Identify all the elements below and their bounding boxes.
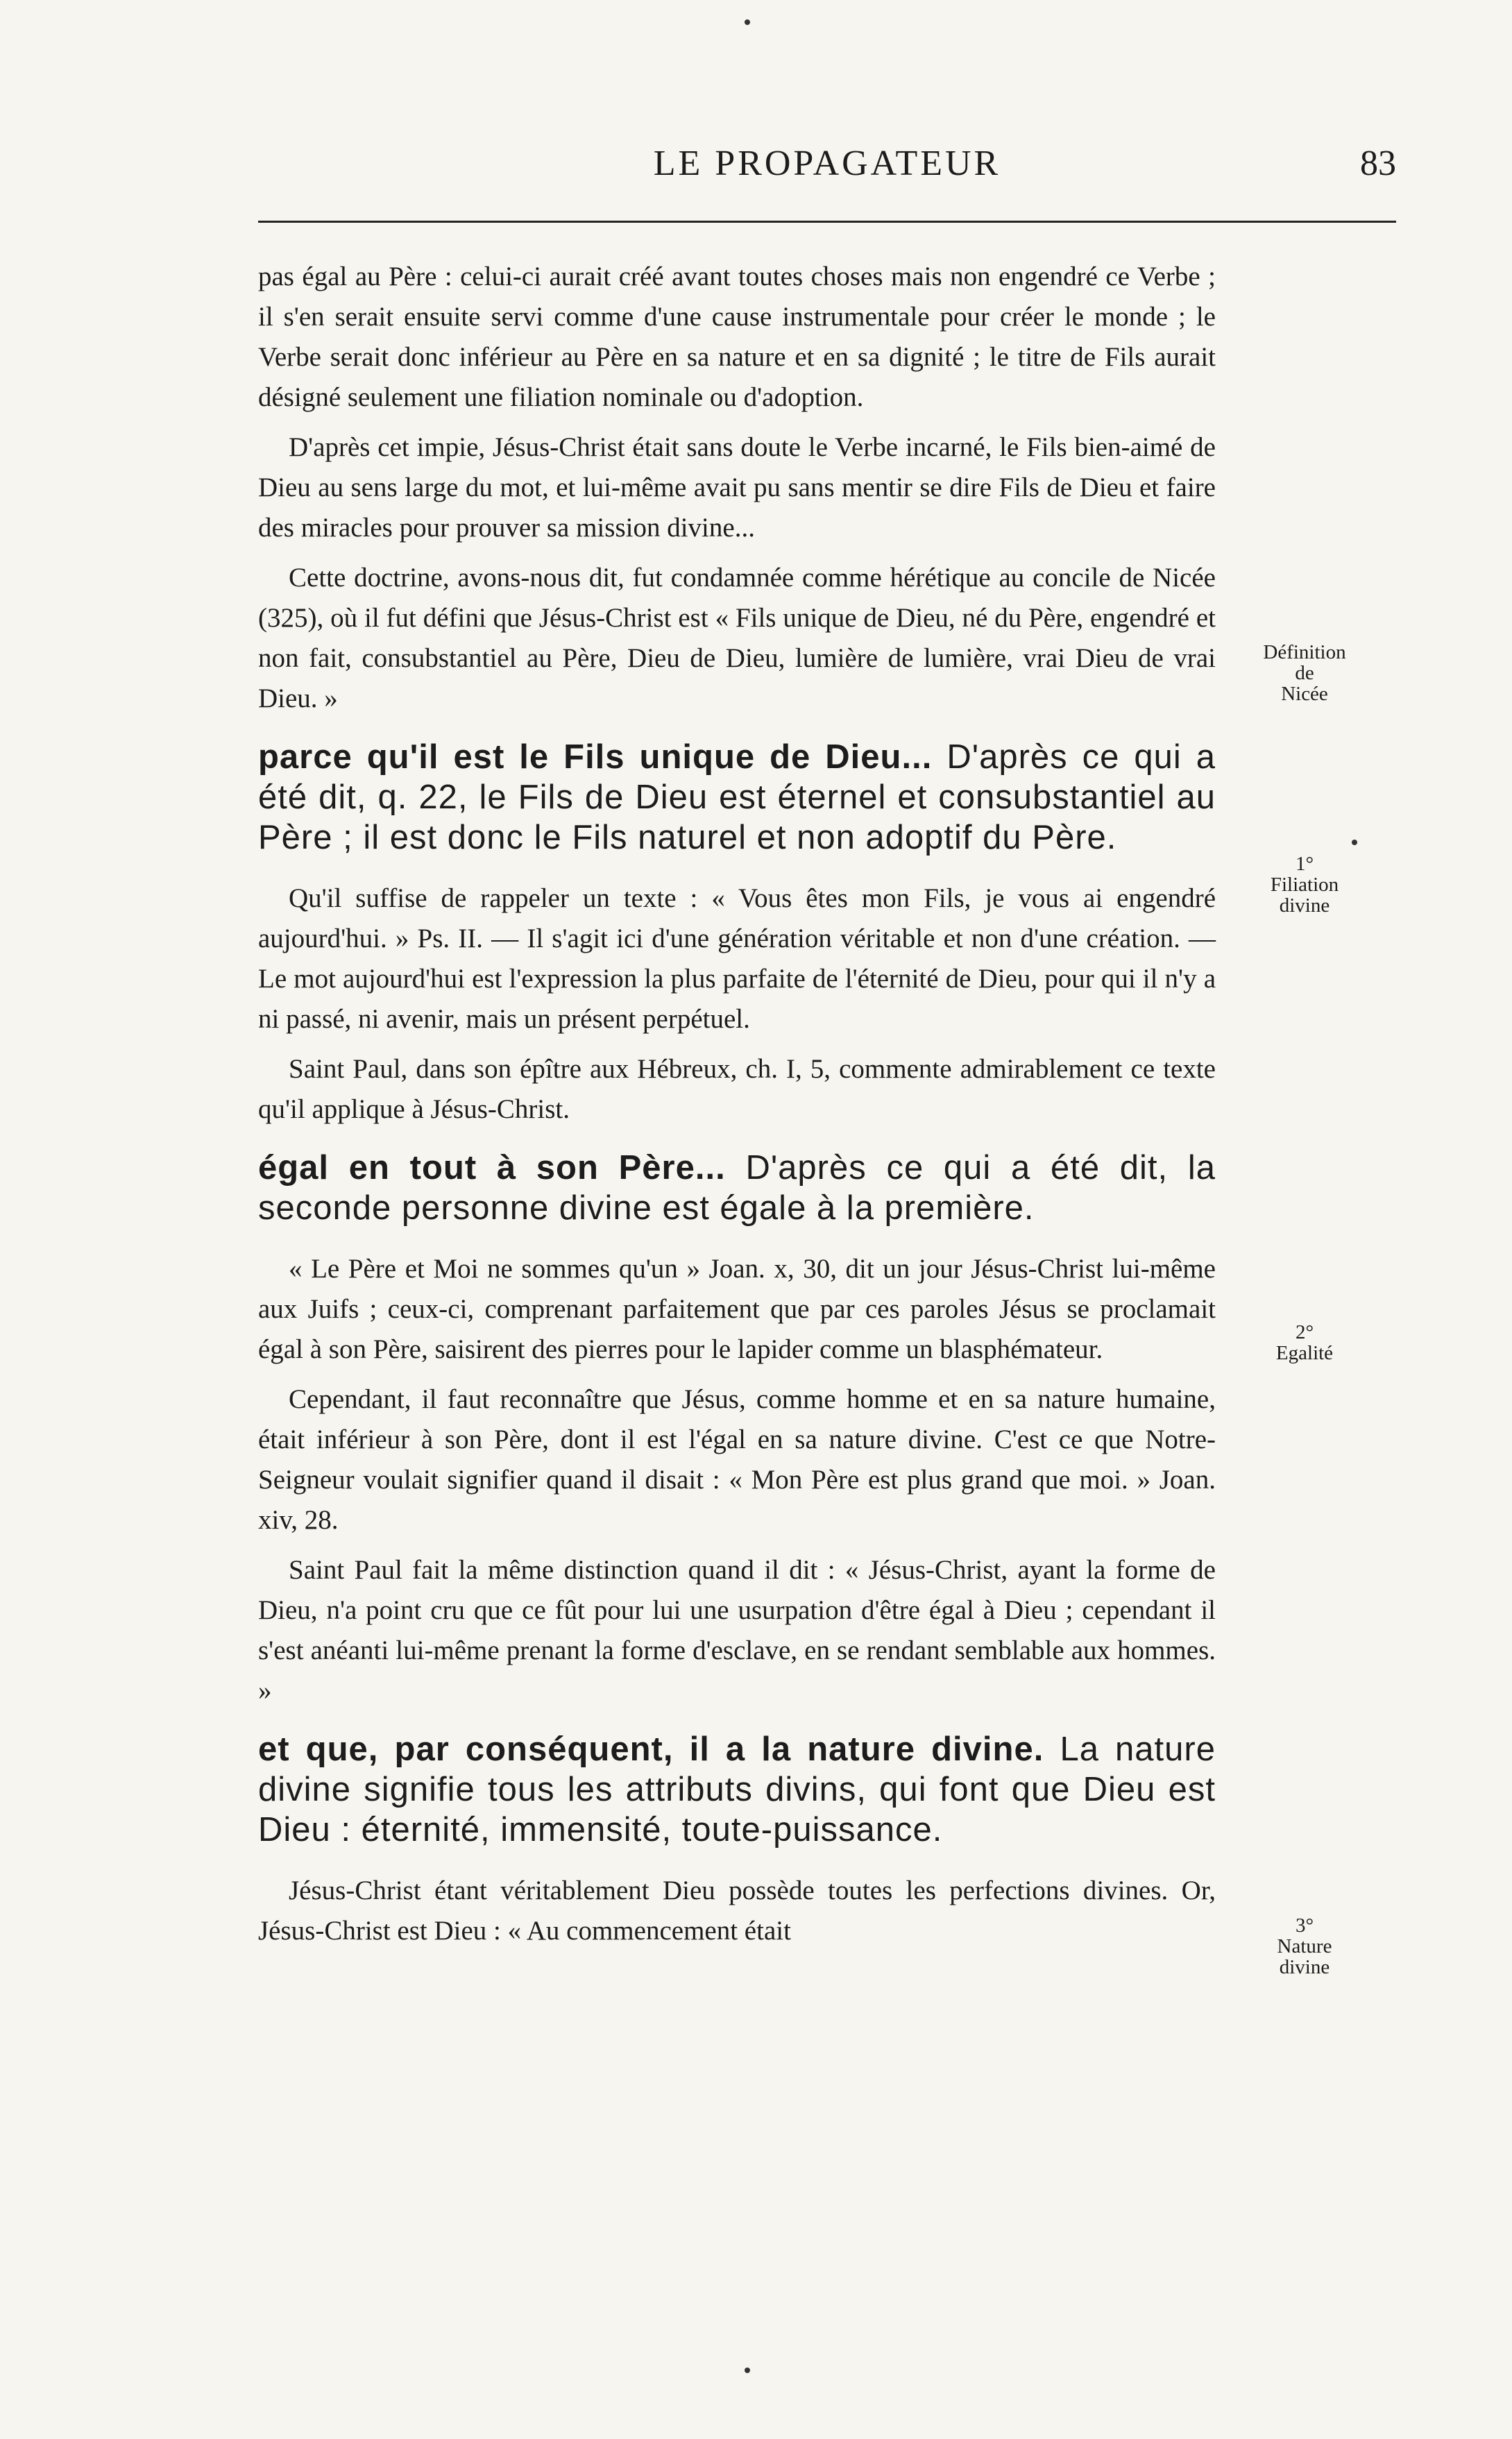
heading-nature-divine — [258, 1729, 1216, 1850]
heading-text: D'après ce qui a été dit, la seconde personne divine est égale à la première. — [258, 1149, 1216, 1227]
margin-note-line: divine — [1279, 1956, 1330, 1978]
page-header — [258, 136, 1396, 198]
margin-note-line: divine — [1279, 894, 1330, 917]
page-number: 83 — [1360, 144, 1396, 183]
margin-note-line: Nicée — [1281, 683, 1328, 705]
margin-note-line: Définition — [1263, 641, 1346, 663]
margin-note-line: Filiation — [1270, 874, 1339, 896]
heading-term: parce qu'il est le Fils unique de Dieu... — [258, 738, 933, 776]
margin-note-filiation — [1232, 853, 1377, 916]
margin-note-egalite — [1232, 1322, 1377, 1363]
margin-note-line: 3° — [1295, 1914, 1314, 1937]
paragraph-2: D'après cet impie, Jésus-Christ était sans doute le Verbe incarné, le Fils bien-aimé de Dieu au sens large du mot, et lui-même avait pu sans mentir se dire Fils de Dieu et faire des miracles pour prouver sa mission divine... — [258, 432, 1216, 543]
margin-note-line: Egalité — [1275, 1342, 1334, 1364]
margin-note-line: 2° — [1295, 1321, 1314, 1343]
heading-egal — [258, 1148, 1216, 1228]
paragraph-8: Saint Paul fait la même distinction quand il dit : « Jésus-Christ, ayant la forme de Dieu, n'a point cru que ce fût pour lui une usurpation d'être égal à Dieu ; cependant il s'est anéanti lui-même prenant la forme d'esclave, en se rendant semblable aux hommes. » — [258, 1555, 1216, 1706]
paragraph-6: « Le Père et Moi ne sommes qu'un » Joan. x, 30, dit un jour Jésus-Christ lui-même aux Juifs ; ceux-ci, comprenant parfaitement que par ces paroles Jésus se proclamait égal à son Père, saisirent des pierres pour le lapider comme un blasphémateur. — [258, 1254, 1216, 1364]
margin-note-definition — [1232, 642, 1377, 704]
header-rule — [258, 221, 1396, 223]
paragraph-4: Qu'il suffise de rappeler un texte : « Vous êtes mon Fils, je vous ai engendré aujourd'hui. » Ps. II. — Il s'agit ici d'une génération véritable et non d'une création. — Le mot aujourd'hui est l'expression la plus parfaite de l'éternité de Dieu, pour qui il n'y a ni passé, ni avenir, mais un présent perpétuel. — [258, 883, 1216, 1034]
margin-note-line: 1° — [1295, 853, 1314, 875]
paragraph-3: Cette doctrine, avons-nous dit, fut condamnée comme hérétique au concile de Nicée (325), où il fut défini que Jésus-Christ est « Fils unique de Dieu, né du Père, engendré et non fait, consubstantiel au Père, Dieu de Dieu, lumière de lumière, vrai Dieu de vrai Dieu. » — [258, 563, 1216, 713]
paragraph-7: Cependant, il faut reconnaître que Jésus, comme homme et en sa nature humaine, était inférieur à son Père, dont il est l'égal en sa nature divine. C'est ce que Notre-Seigneur voulait signifier quand il disait : « Mon Père est plus grand que moi. » Joan. xiv, 28. — [258, 1384, 1216, 1535]
paragraph-1: pas égal au Père : celui-ci aurait créé avant toutes choses mais non engendré ce Verbe ; il s'en serait ensuite servi comme d'une cause instrumentale pour créer le monde ; le Verbe serait donc inférieur au Père en sa nature et en sa dignité ; le titre de Fils aurait désigné seulement une filiation nominale ou d'adoption. — [258, 262, 1216, 412]
heading-text: La nature divine signifie tous les attributs divins, qui font que Dieu est Dieu : éternité, immensité, toute-puissance. — [258, 1731, 1216, 1849]
paragraph-5: Saint Paul, dans son épître aux Hébreux, ch. I, 5, commente admirablement ce texte qu'il applique à Jésus-Christ. — [258, 1054, 1216, 1124]
margin-note-line: de — [1295, 662, 1314, 684]
paragraph-9: Jésus-Christ étant véritablement Dieu possède toutes les perfections divines. Or, Jésus-Christ est Dieu : « Au commencement était — [258, 1876, 1216, 1946]
heading-fils-unique — [258, 737, 1216, 858]
print-speck — [1352, 840, 1357, 845]
margin-note-line: Nature — [1277, 1935, 1332, 1957]
heading-term: et que, par conséquent, il a la nature divine. — [258, 1731, 1044, 1768]
margin-note-nature — [1232, 1915, 1377, 1978]
print-speck — [745, 2368, 750, 2373]
print-speck — [745, 19, 750, 25]
page-body — [258, 257, 1216, 1961]
heading-text: D'après ce qui a été dit, q. 22, le Fils de Dieu est éternel et consubstantiel au Père ; il est donc le Fils naturel et non adoptif du Père. — [258, 738, 1216, 856]
heading-term: égal en tout à son Père... — [258, 1149, 726, 1187]
running-title: LE PROPAGATEUR — [653, 144, 1001, 183]
